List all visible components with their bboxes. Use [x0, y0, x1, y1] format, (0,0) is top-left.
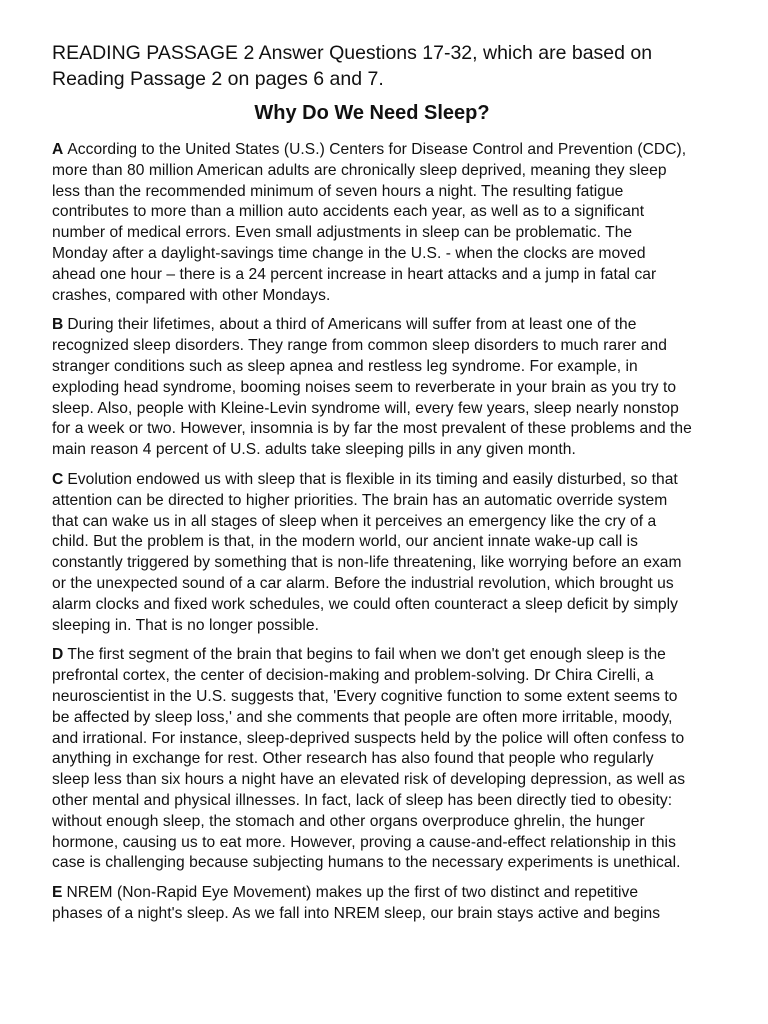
paragraph-letter: A: [52, 141, 64, 158]
paragraph-a: [52, 140, 692, 306]
paragraph-b: [52, 315, 692, 461]
paragraph-text: The first segment of the brain that begins to fail when we don't get enough sleep is the prefrontal cortex, the center of decision-making and problem-solving. Dr Chira Cirelli, a neuroscientist in the U.S. suggests that, 'Every cognitive function to some extent seems to be affected by sleep loss,' and she comments that people are often more irritable, moody, and irrational. For instance, sleep-deprived suspects held by the police will often confess to anything in exchange for rest. Other research has also found that people who regularly sleep less than six hours a night have an elevated risk of developing depression, as well as other mental and physical illnesses. In fact, lack of sleep has been directly tied to obesity: without enough sleep, the stomach and other organs overproduce ghrelin, the hunger hormone, causing us to eat more. However, proving a cause-and-effect relationship in this case is challenging because subjecting humans to the necessary experiments is unethical.: [52, 646, 686, 872]
paragraph-text: During their lifetimes, about a third of Americans will suffer from at least one of the recognized sleep disorders. They range from common sleep disorders to much rarer and stranger conditions such as sleep apnea and restless leg syndrome. For example, in exploding head syndrome, booming noises seem to reverberate in your brain as you try to sleep. Also, people with Kleine-Levin syndrome will, every few years, sleep nearly nonstop for a week or two. However, insomnia is by far the most prevalent of these problems and the main reason 4 percent of U.S. adults take sleeping pills in any given month.: [52, 316, 692, 459]
passage-container: [52, 40, 692, 934]
paragraph-letter: E: [52, 884, 63, 902]
paragraph-c: [52, 470, 692, 636]
passage-title: Why Do We Need Sleep?: [254, 102, 490, 124]
paragraph-text: Evolution endowed us with sleep that is flexible in its timing and easily disturbed, so that attention can be directed to higher priorities. The brain has an automatic override system that can wake us in all stages of sleep when it perceives an emergency like the cry of a child. But the problem is that, in the modern world, our ancient innate wake-up call is constantly triggered by something that is non-life threatening, like worrying before an exam or the unexpected sound of a car alarm. Before the industrial revolution, which brought us alarm clocks and fixed work schedules, we could often counteract a sleep deficit by simply sleeping in. That is no longer possible.: [52, 470, 682, 634]
paragraph-text: NREM (Non-Rapid Eye Movement) makes up the first of two distinct and repetitive phases of a night's sleep. As we fall into NREM sleep, our brain stays active and begins: [52, 884, 661, 922]
reading-instructions: READING PASSAGE 2 Answer Questions 17-32, which are based on Reading Passage 2 on pages 6 and 7.: [52, 42, 653, 90]
paragraph-e: [52, 883, 692, 925]
paragraph-letter: C: [52, 470, 64, 488]
paragraph-letter: B: [52, 316, 64, 334]
paragraph-text: According to the United States (U.S.) Centers for Disease Control and Prevention (CDC), more than 80 million American adults are chronically sleep deprived, meaning they sleep less than the recommended minimum of seven hours a night. The resulting fatigue contributes to more than a million auto accidents each year, as well as to a significant number of medical errors. Even small adjustments in sleep can be problematic. The Monday after a daylight-savings time change in the U.S. - when the clocks are moved ahead one hour – there is a 24 percent increase in heart attacks and a jump in fatal car crashes, compared with other Mondays.: [52, 141, 687, 304]
paragraph-d: [52, 645, 692, 874]
paragraph-letter: D: [52, 646, 64, 664]
